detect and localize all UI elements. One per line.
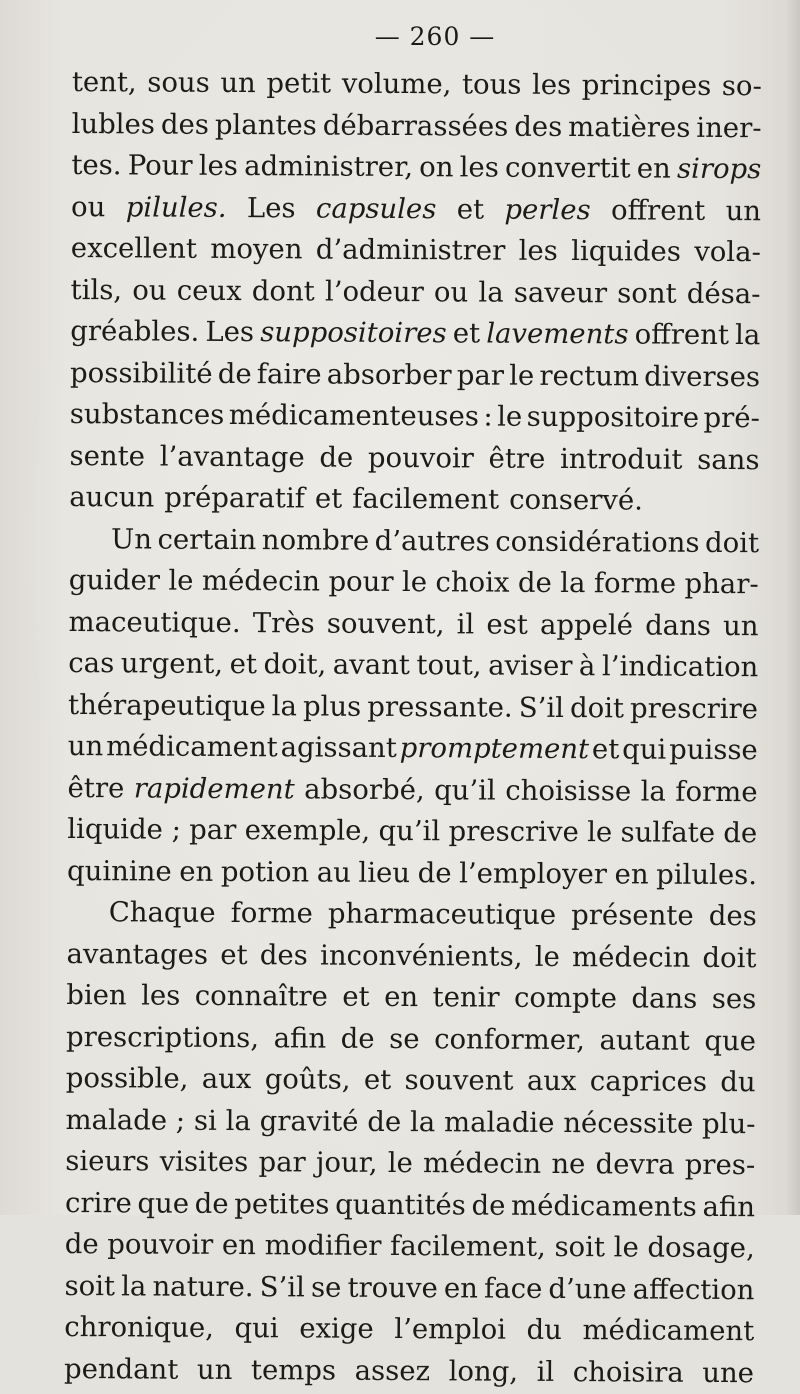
word: de [517,566,552,599]
body-text [64,62,762,1394]
word: devra [595,1148,675,1181]
text-line [72,62,762,108]
text-line [64,1348,754,1394]
text-line [70,352,760,398]
text-line [65,1099,755,1145]
word: moyen [210,232,303,266]
word: forme [675,775,758,808]
word: dans [631,982,698,1015]
word: absorbé, [304,772,425,806]
word: et [456,192,485,226]
word: ou [433,275,469,308]
word: liquide ; [67,812,182,846]
word: sente [69,439,146,472]
word: d’autres [374,524,490,558]
word: doit [702,941,757,974]
word: pré- [703,401,760,435]
text-line [66,975,756,1021]
word: temps [250,1353,337,1387]
word: désa- [686,277,761,310]
word: les [198,149,239,183]
word: en [384,980,419,1014]
word: la [409,1105,436,1138]
word: aviser [488,649,573,683]
word: faire [256,357,322,391]
text-line [65,1141,755,1187]
text-line [66,1016,756,1062]
word: malade ; [65,1103,186,1137]
word: être [67,771,125,804]
word: les [518,234,558,267]
word: ceux [176,274,242,307]
word: et [452,317,481,350]
word: soit [554,1230,606,1264]
word: le [534,940,560,973]
word: avant [332,648,411,682]
word: conservé. [509,483,644,517]
italic-word: promptement [399,732,590,766]
word: d’administrer [315,233,506,267]
word: phar- [684,567,759,601]
italic-word: sirops [676,152,762,186]
word: et [342,980,370,1013]
word: le [587,816,613,849]
word: saveur [513,276,608,309]
text-line [66,933,756,979]
word: compte [513,981,618,1015]
word: gravité [259,1104,359,1138]
text-line [67,767,757,813]
text-line [69,435,759,481]
word: Les [205,315,255,349]
page-edge-shadow [786,0,800,1215]
word: et [314,482,343,515]
word: caprices [589,1065,708,1098]
word: on [419,151,454,184]
word: thérapeutique [67,688,266,722]
word: sont [617,276,677,310]
word: de [64,1227,99,1261]
word: so- [721,69,762,103]
word: il [536,1355,555,1388]
word: d’une [548,1272,627,1305]
word: se [389,1022,420,1055]
word: goûts, [264,1063,351,1096]
word: choix [435,566,510,599]
word: petit [266,67,332,100]
word: il [456,607,475,640]
word: aux [201,1062,252,1096]
word: tent, [71,65,137,99]
text-line [69,560,759,606]
word: rectum [539,359,640,392]
word: visites [159,1145,249,1179]
word: afin [702,1190,756,1223]
word: et [229,647,258,681]
word: un [725,194,762,227]
word: introduit [559,442,683,476]
word: : [483,400,493,433]
word: tils, [70,273,123,306]
text-line [69,477,759,523]
text-line [64,1307,754,1353]
word: prescrire [630,691,759,725]
word: inconvénients, [320,939,523,973]
word: doit, [263,648,327,681]
word: matières [568,110,691,144]
text-line [68,684,758,730]
word: suppositoire [526,400,700,434]
word: les [459,151,499,184]
word: un [196,1353,233,1386]
word: en [636,152,671,185]
word: médicament [106,730,278,764]
word: sans [697,443,760,476]
word: aux [526,1064,577,1098]
word: liquides [571,235,681,268]
word: plus [302,689,362,723]
word: assez [354,1354,431,1387]
italic-word: lavements [486,317,629,351]
text-line [68,726,758,772]
word: pendant [63,1352,179,1386]
text-line [70,311,760,357]
word: offrent [610,193,706,227]
word: diverses [644,360,761,393]
word: connaître [194,979,328,1013]
word: sous [147,66,210,99]
text-line [69,518,759,564]
word: en [179,855,214,888]
word: nombre [261,523,370,557]
text-line [71,186,761,232]
word: se [310,1270,342,1304]
word: l’emploi [394,1312,507,1346]
word: facilement, [390,1229,546,1263]
word: médecin [201,564,321,598]
word: exemple, [244,814,371,847]
word: exige [299,1312,374,1345]
word: pharmaceutique [327,897,557,931]
word: en [614,857,649,891]
text-line [70,394,760,440]
word: choisisse [505,774,632,807]
italic-word: pilules. [125,190,227,224]
word: ne [551,1147,586,1181]
word: de [217,357,252,390]
word: trouve [347,1271,438,1304]
word: forme [593,567,677,600]
text-line [67,850,757,896]
word: médecin [422,1147,542,1180]
word: des [160,108,210,141]
word: appelé [539,608,634,641]
word: la [121,1269,147,1302]
word: souvent, [326,607,445,640]
word: guider [68,563,161,597]
word: quantités [335,1188,466,1221]
word: le [401,566,428,599]
text-line [71,103,761,149]
word: de [417,856,452,889]
word: plantes [214,108,317,141]
word: convertit [504,151,631,185]
word: le [497,400,523,433]
word: de [319,441,354,474]
word: tes. [71,148,122,182]
word: nécessite [563,1106,694,1140]
word: par [258,1146,306,1179]
word: qui [622,733,667,766]
word: sulfate [620,816,716,849]
word: l’employer [459,856,608,890]
italic-word: perles [504,193,591,226]
word: Les [246,191,296,224]
word: médicaments [510,1189,697,1223]
word: pour [328,565,394,598]
word: et [363,1063,392,1096]
word: excellent [70,231,198,265]
word: un [67,729,104,763]
word: modifier [264,1229,382,1262]
word: de [723,816,758,850]
word: crire [64,1186,132,1219]
word: sieurs [65,1144,150,1178]
word: long, [448,1354,519,1388]
word: urgent, [120,647,224,680]
page-number: — 260 — [374,22,496,51]
word: tenir [432,981,500,1014]
word: quinine [66,854,172,888]
word: Très [252,606,315,639]
word: administrer, [244,150,414,184]
word: facilement [352,482,500,516]
word: qu’il [434,773,496,807]
word: de [194,1187,229,1220]
word: ou [132,273,167,307]
word: puisse [669,733,758,767]
word: S’il [518,691,565,724]
word: en [221,1228,257,1262]
word: chronique, [64,1310,215,1344]
word: pres- [684,1148,756,1182]
word: bien [66,978,127,1012]
word: gréables. [70,314,200,348]
word: préparatif [164,481,305,515]
text-line [67,809,757,855]
word: par [189,813,237,847]
word: en [443,1271,479,1305]
word: choisira [572,1355,684,1389]
word: à [578,650,596,683]
word: lubles [71,107,156,141]
word: dosage, [647,1231,755,1265]
word: médecin [571,940,691,974]
word: face [483,1272,543,1305]
word: et [220,938,248,971]
word: présente [571,899,694,932]
word: un [723,609,759,642]
word: dont [251,274,315,307]
word: un [220,66,256,100]
word: forme [230,896,313,930]
text-line [68,601,758,647]
word: absorber [326,358,452,391]
word: qui [234,1312,279,1345]
word: souvent [404,1064,514,1097]
word: soit [64,1269,116,1302]
word: par [456,358,505,392]
word: ou [71,190,106,223]
word: qu’il [378,814,441,848]
word: médicament [582,1314,755,1348]
word: le [613,1231,639,1264]
word: l’avantage [159,440,305,473]
word: agissant [280,731,397,764]
word: des [708,899,757,933]
word: conformer, [434,1022,586,1056]
word: doit [569,691,625,724]
italic-word: rapidement [133,771,295,805]
word: certain [157,523,257,556]
word: la [734,319,761,352]
word: les [141,979,181,1012]
word: débarrassées [322,109,509,143]
word: que [137,1186,190,1220]
word: maceutique. [68,605,241,639]
word: petites [234,1187,330,1221]
word: être [488,442,546,475]
word: pouvoir [107,1228,214,1261]
word: volume, [341,67,452,101]
word: la [225,1104,251,1137]
word: le [387,1146,413,1180]
word: la [271,689,298,722]
word: pouvoir [367,441,474,474]
word: une [702,1356,755,1389]
word: des [514,110,563,143]
word: de [340,1022,375,1055]
word: jour, [315,1146,378,1179]
text-line [65,1224,755,1270]
word: principes [581,69,712,102]
word: Un [110,522,153,555]
italic-word: capsules [315,191,437,225]
word: maladie [443,1105,555,1139]
word: de [471,1188,506,1222]
word: la [478,275,504,309]
word: S’il [259,1270,305,1303]
word: nature. [152,1270,254,1303]
word: avantages [66,937,209,971]
text-line [71,145,761,191]
word: si [193,1104,217,1137]
word: Chaque [108,896,216,929]
word: considérations [495,525,700,559]
word: substances [69,397,225,431]
word: les [531,68,572,102]
word: plu- [702,1107,756,1140]
word: le [509,359,535,392]
word: afin [273,1021,327,1055]
word: du [720,1065,756,1099]
word: de [367,1105,402,1138]
italic-word: suppositoires [260,316,447,350]
word: lieu [358,856,411,889]
word: est [486,608,528,641]
word: du [526,1313,563,1347]
word: pressante. [367,690,513,724]
text-line [68,643,758,689]
text-line [71,228,761,274]
word: possibilité [70,356,213,390]
word: et [591,733,620,766]
word: doit [704,526,760,559]
word: aucun [69,480,155,514]
word: prescriptions, [65,1020,260,1054]
word: des [259,938,308,971]
word: l’indication [601,650,759,684]
word: prescrive [448,815,579,849]
word: ses [711,982,757,1016]
word: le [168,564,194,597]
word: que [704,1024,757,1057]
word: tout, [416,649,482,682]
word: Pour [127,149,193,182]
word: la [560,566,586,600]
word: au [316,856,351,889]
text-line [67,892,757,938]
word: autant [599,1023,690,1057]
word: potion [220,855,310,888]
word: offrent [634,318,730,352]
text-line [64,1265,754,1311]
word: vola- [694,235,761,269]
word: la [640,774,666,808]
word: iner- [696,111,762,144]
word: possible, [65,1061,189,1095]
word: affection [632,1272,755,1306]
text-line [66,1058,756,1104]
word: médicamenteuses [228,398,480,433]
text-line [70,269,760,315]
word: dans [645,609,712,642]
word: l’odeur [324,275,424,308]
text-line [65,1182,755,1228]
word: pilules. [656,858,758,891]
word: cas [68,646,115,680]
word: tous [461,68,522,101]
